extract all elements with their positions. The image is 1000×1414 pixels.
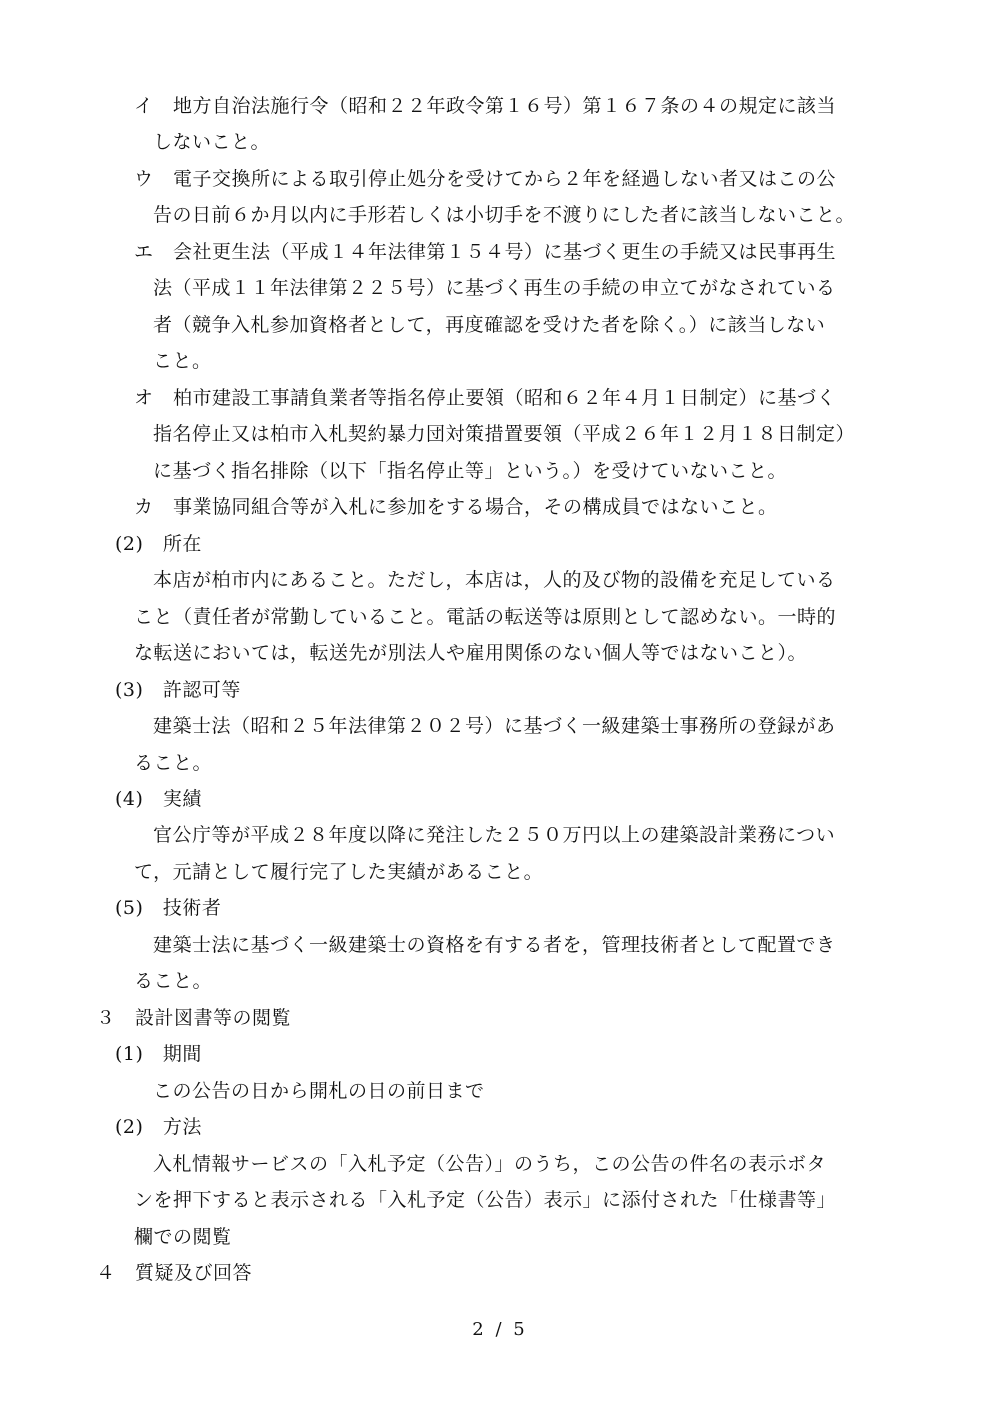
chapter-3-sub-1-heading: (1) 期間: [115, 1043, 202, 1065]
chapter-3-heading: ３ 設計図書等の閲覧: [96, 1007, 292, 1029]
section-4-body-line-1: 官公庁等が平成２８年度以降に発注した２５０万円以上の建築設計業務につい: [153, 824, 836, 846]
page-number: 2 / 5: [472, 1319, 528, 1340]
section-5-body-line-2: ること。: [134, 970, 213, 992]
item-u-line-2: 告の日前６か月以内に手形若しくは小切手を不渡りにした者に該当しないこと。: [153, 204, 856, 226]
section-2-body-line-1: 本店が柏市内にあること。ただし，本店は，人的及び物的設備を充足している: [153, 569, 836, 591]
chapter-3-sub-2-line-1: 入札情報サービスの「入札予定（公告）」のうち，この公告の件名の表示ボタ: [153, 1153, 827, 1175]
section-3-body-line-2: ること。: [134, 752, 213, 774]
item-e-line-2: 法（平成１１年法律第２２５号）に基づく再生の手続の申立てがなされている: [153, 277, 836, 299]
section-2-heading: (2) 所在: [115, 533, 202, 555]
item-i-line-1: イ 地方自治法施行令（昭和２２年政令第１６号）第１６７条の４の規定に該当: [134, 95, 837, 117]
section-3-heading: (3) 許認可等: [115, 679, 241, 701]
section-5-heading: (5) 技術者: [115, 897, 222, 919]
item-u-line-1: ウ 電子交換所による取引停止処分を受けてから２年を経過しない者又はこの公: [134, 168, 837, 190]
chapter-3-sub-2-line-2: ンを押下すると表示される「入札予定（公告）表示」に添付された「仕様書等」: [134, 1189, 837, 1211]
chapter-3-sub-1-body: この公告の日から開札の日の前日まで: [153, 1080, 485, 1102]
item-o-line-3: に基づく指名排除（以下「指名停止等」という。）を受けていないこと。: [153, 460, 788, 482]
section-4-heading: (4) 実績: [115, 788, 202, 810]
item-i-line-2: しないこと。: [153, 131, 271, 153]
chapter-4-heading: ４ 質疑及び回答: [96, 1262, 253, 1284]
item-o-line-1: オ 柏市建設工事請負業者等指名停止要領（昭和６２年４月１日制定）に基づく: [134, 387, 837, 409]
section-3-body-line-1: 建築士法（昭和２５年法律第２０２号）に基づく一級建築士事務所の登録があ: [153, 715, 836, 737]
chapter-3-sub-2-heading: (2) 方法: [115, 1116, 202, 1138]
chapter-3-sub-2-line-3: 欄での閲覧: [134, 1226, 232, 1248]
item-e-line-3: 者（競争入札参加資格者として，再度確認を受けた者を除く。）に該当しない: [153, 314, 826, 336]
item-e-line-4: こと。: [153, 350, 212, 372]
section-4-body-line-2: て，元請として履行完了した実績があること。: [134, 861, 544, 883]
section-2-body-line-3: な転送においては，転送先が別法人や雇用関係のない個人等ではないこと）。: [134, 642, 808, 664]
item-ka-line-1: カ 事業協同組合等が入札に参加をする場合，その構成員ではないこと。: [134, 496, 778, 518]
section-5-body-line-1: 建築士法に基づく一級建築士の資格を有する者を，管理技術者として配置でき: [153, 934, 836, 956]
item-o-line-2: 指名停止又は柏市入札契約暴力団対策措置要領（平成２６年１２月１８日制定）: [153, 423, 856, 445]
section-2-body-line-2: こと（責任者が常勤していること。電話の転送等は原則として認めない。一時的: [134, 606, 837, 628]
item-e-line-1: エ 会社更生法（平成１４年法律第１５４号）に基づく更生の手続又は民事再生: [134, 241, 837, 263]
